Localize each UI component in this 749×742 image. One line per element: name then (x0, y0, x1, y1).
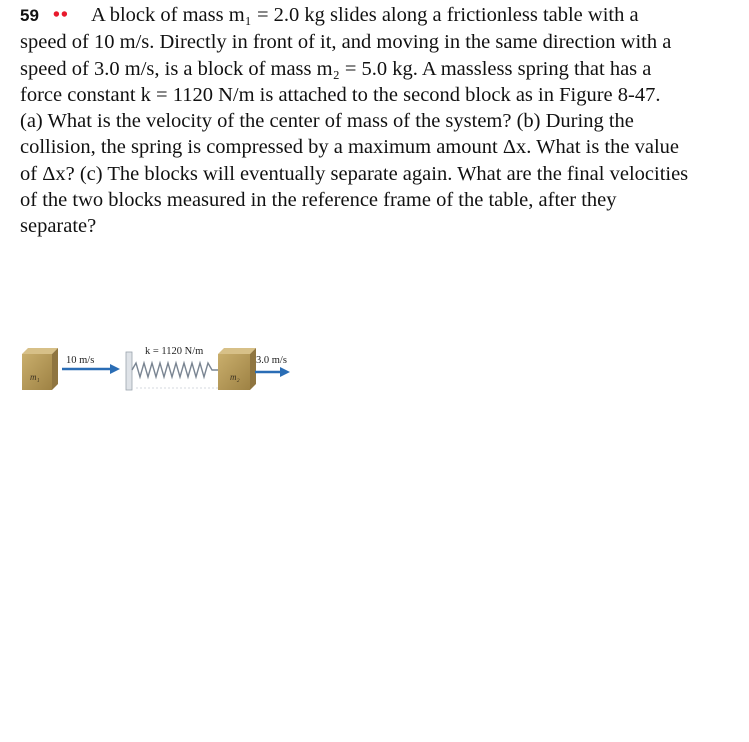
figure-8-47 (18, 342, 298, 402)
problem-text (20, 2, 744, 240)
block-m2-label: m₂ (230, 372, 240, 382)
problem-line-text: A block of mass m₁ = 2.0 kg slides along a frictionless table with a (90, 4, 639, 26)
problem-line-1 (20, 2, 744, 29)
velocity-1-label: 10 m/s (66, 355, 95, 366)
spring-constant-label: k = 1120 N/m (145, 346, 204, 357)
spring (132, 363, 220, 388)
problem-number: 59 (20, 6, 39, 25)
block-m1 (22, 348, 58, 390)
problem-line-9: separate? (20, 215, 97, 238)
block-m2 (218, 348, 256, 390)
velocity-2-label: 3.0 m/s (256, 355, 287, 366)
spring-plate (126, 352, 132, 390)
problem-line-4: force constant k = 1120 N/m is attached to the second block as in Figure 8-47. (20, 83, 661, 106)
problem-line-6: collision, the spring is compressed by a maximum amount Δx. What is the value (20, 136, 680, 159)
problem-line-7: of Δx? (c) The blocks will eventually separate again. What are the final velocities (20, 162, 689, 185)
block-m1-label: m₁ (30, 372, 40, 382)
difficulty-dots: •• (52, 4, 69, 26)
problem-line-2: speed of 10 m/s. Directly in front of it, and moving in the same direction with a (20, 31, 672, 54)
problem-line-5: (a) What is the velocity of the center of mass of the system? (b) During the (20, 110, 634, 133)
problem-line-8: of the two blocks measured in the reference frame of the table, after they (20, 189, 617, 212)
problem-line-3: speed of 3.0 m/s, is a block of mass m₂ = 5.0 kg. A massless spring that has a (20, 57, 652, 80)
velocity-arrow-2 (255, 367, 290, 377)
